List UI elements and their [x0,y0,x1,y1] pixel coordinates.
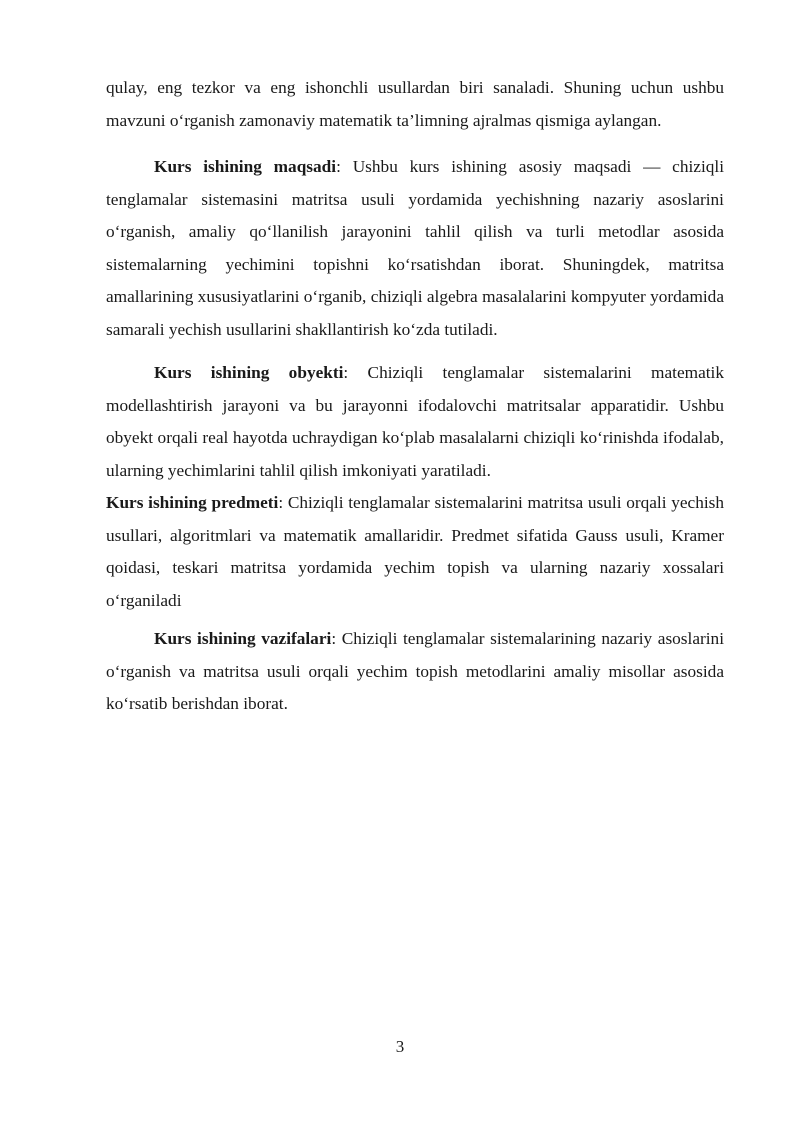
paragraph-goal [106,151,724,346]
paragraph-text: Ushbu kurs ishining asosiy maqsadi — chiziqli tenglamalar sistemasini matritsa usuli yordamida yechishning nazariy asoslarini o‘rganish, amaliy qo‘llanilish jarayonini tahlil qilish va turli metodlar asosida sistemalarning yechimini topishni ko‘rsatishdan iborat. Shuningdek, matritsa amallarining xususiyatlarini o‘rganib, chiziqli algebra masalalarini kompyuter yordamida samarali yechish usullarini shakllantirish ko‘zda tutiladi. [106,157,724,339]
section-term-tasks: Kurs ishining vazifalari [154,629,332,648]
paragraph-intro-continuation [106,72,724,137]
section-term-object: Kurs ishining obyekti [154,363,344,382]
paragraph-object [106,357,724,617]
paragraph-text: Chiziqli tenglamalar sistemalarining nazariy asoslarini o‘rganish va matritsa usuli orqali yechim topish metodlarini amaliy misollar asosida ko‘rsatib berishdan iborat. [106,629,724,713]
section-term-subject: Kurs ishining predmeti [106,493,279,512]
page-number: 3 [395,1037,405,1056]
paragraph-text: : Chiziqli tenglamalar sistemalarini matritsa usuli orqali yechish usullari, algoritmlari va matematik amallaridir. Predmet sifatida Gauss usuli, Kramer qoidasi, teskari matritsa yordamida yechim topish va ularning nazariy xossalari o‘rganiladi [106,493,724,610]
term-separator: : [331,629,337,648]
section-term-goal: Kurs ishining maqsadi [154,157,337,176]
paragraph-text: qulay, eng tezkor va eng ishonchli usullardan biri sanaladi. Shuning uchun ushbu mavzuni o‘rganish zamonaviy matematik ta’limning ajralmas qismiga aylangan. [106,78,724,130]
document-page [106,72,724,721]
paragraph-tasks [106,623,724,721]
paragraph-text: Chiziqli tenglamalar sistemalarini matematik modellashtirish jarayoni va bu jarayonni ifodalovchi matritsalar apparatidir. Ushbu obyekt orqali real hayotda uchraydigan ko‘plab masalalarni chiziqli ko‘rinishda ifodalab, ularning yechimlarini tahlil qilish imkoniyati yaratiladi. [106,363,724,480]
term-separator: : [343,363,349,382]
term-separator: : [336,157,341,176]
